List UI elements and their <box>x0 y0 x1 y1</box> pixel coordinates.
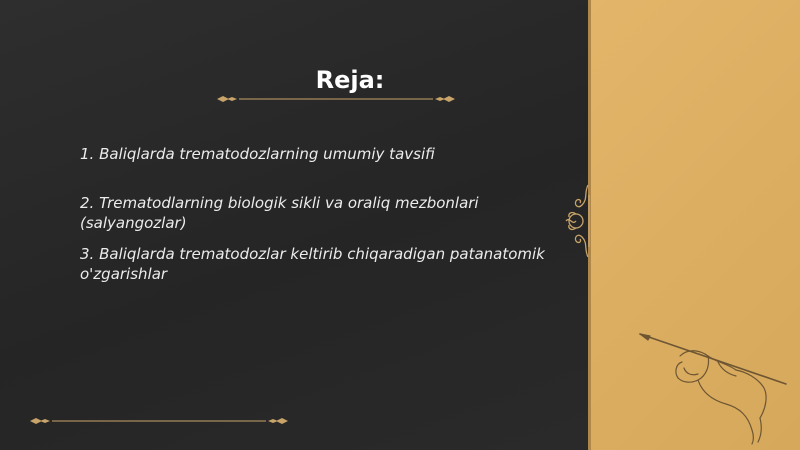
agenda-item-3: 3. Baliqlarda trematodozlar keltirib chiqaradigan patanatomik o'zgarishlar <box>80 245 545 283</box>
scroll-flourish-icon <box>562 183 592 259</box>
agenda-item-2: 2. Trematodlarning biologik sikli va oraliq mezbonlari (salyangozlar) <box>80 194 479 232</box>
title-underline-ornament <box>215 94 457 104</box>
bottom-divider-ornament <box>28 416 290 426</box>
agenda-item-1: 1. Baliqlarda trematodozlarning umumiy tavsifi <box>80 145 435 163</box>
slide-title: Reja: <box>315 66 385 94</box>
hand-with-pen-icon <box>636 326 792 446</box>
